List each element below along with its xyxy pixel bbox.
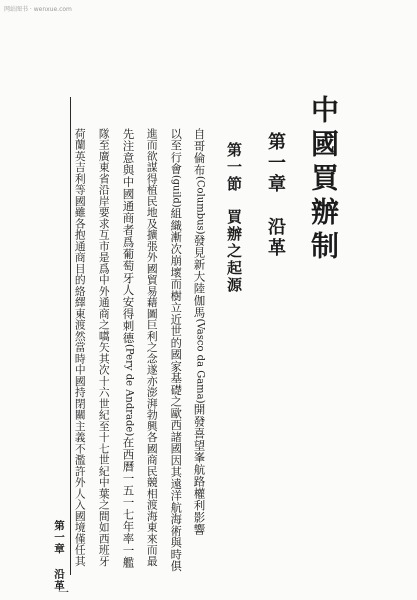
running-head [52, 520, 67, 592]
text-run: 自哥倫布 [192, 128, 207, 176]
body-line [146, 128, 157, 567]
chapter-number: 第一章 [265, 132, 286, 195]
text-run: 以至行會 [169, 128, 183, 175]
section-heading [224, 142, 245, 294]
section-title: 買辦之起源 [225, 209, 243, 294]
latin-term: (Vasco da Gama) [194, 318, 206, 404]
page-number: 一 [58, 586, 69, 599]
text-run: 進而欲謀得植民地及擴張外國貿易藉圖巨利之念遂亦澎湃勃興各國商民競相渡海東來而最 [145, 128, 159, 567]
text-run: 組織漸次崩壞而樹立近世的國家基礎之歐西諸國因其遠洋航海術與時俱 [169, 207, 183, 572]
section-number: 第一節 [225, 142, 243, 193]
book-title: 中國買辦制 [307, 95, 340, 265]
body-line [122, 128, 134, 568]
chapter-title: 沿革 [265, 217, 286, 259]
chapter-heading [262, 132, 288, 259]
text-run: 發見新大陸伽馬 [192, 234, 207, 319]
latin-term: (Pery de Andrade) [123, 344, 135, 437]
running-head-title: 沿革 [53, 568, 65, 592]
body-line [74, 128, 85, 567]
body-line [98, 128, 109, 567]
watermark: 网站图书 · wenxue.com [4, 6, 72, 13]
margin-rule [70, 97, 71, 575]
text-run: 開發喜望峯航路權利影響 [192, 403, 207, 536]
text-run: 先注意與中國通商者爲葡萄牙人安得刺德 [121, 128, 136, 344]
running-head-chapter: 第一章 [53, 520, 65, 555]
latin-term: (guild) [170, 175, 182, 208]
latin-term: (Columbus) [194, 176, 206, 235]
text-run: 荷蘭英吉利等國雖各抱通商目的絡繹東渡然當時中國持閉關主義不濫許外人入國境僅任其 [73, 128, 87, 567]
body-line [193, 128, 205, 536]
text-run: 隊至廣東省沿岸要求互市是爲中外通商之嚆矢其次十六世紀至十七世紀中葉之間如西班牙 [97, 128, 111, 567]
body-line [170, 128, 181, 572]
text-run: 在西曆一五一七年率一艦 [121, 436, 136, 569]
